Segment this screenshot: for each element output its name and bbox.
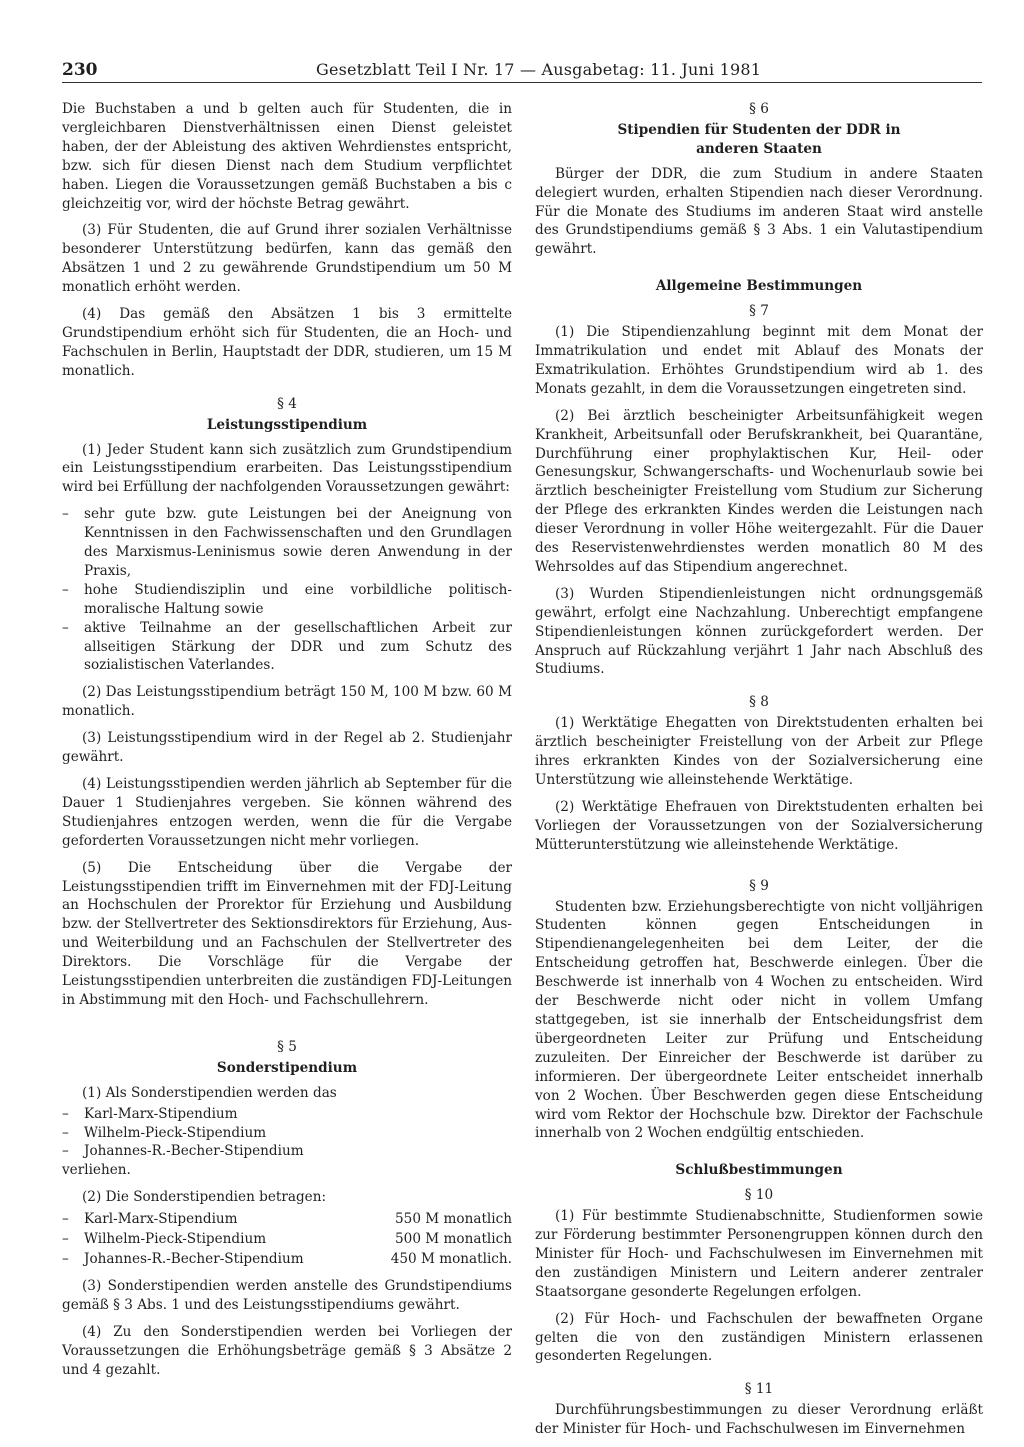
paragraph: (5) Die Entscheidung über die Vergabe der Leistungsstipendien trifft im Einvernehmen mit der FDJ-Leitung an Hochschulen der Prorektor für Erziehung und Ausbildung bzw. der Stellvertreter des Sektionsdirektors für Erziehung, Aus- und Weiterbildung und an Fachschulen der Stellvertreter des Direktors. Die Vorschläge für die Vergabe der Leistungsstipendien unterbreiten die zuständigen FDJ-Leitungen in Abstimmung mit den Hoch- und Fachschullehrern. [62,859,512,1008]
table-row [62,1209,512,1229]
requirements-list [62,505,512,675]
running-head: Gesetzblatt Teil I Nr. 17 — Ausgabetag: 11. Juni 1981 [316,60,762,79]
paragraph: Bürger der DDR, die zum Studium in andere Staaten delegiert wurden, erhalten Stipendien nach dieser Verordnung. Für die Monate des Studiums im anderen Staat wird anstelle des Grundstipendiums gemäß § 3 Abs. 1 ein Valutastipendium gewährt. [535,165,983,258]
section-number: § 10 [744,1187,774,1204]
amount-name: – Johannes-R.-Becher-Stipendium [62,1249,362,1269]
section-number: § 9 [749,877,769,894]
part-heading: Schlußbestimmungen [675,1162,843,1179]
right-column [535,100,983,1447]
amount-value: 500 M monatlich [395,1231,512,1248]
paragraph: (2) Werktätige Ehefrauen von Direktstudenten erhalten bei Vorliegen der Voraussetzungen von der Sozialversicherung Mütterunterstützung wie alleinstehende Werktätige. [535,798,983,853]
table-row [62,1249,512,1269]
list-item: – Karl-Marx-Stipendium [62,1105,512,1124]
paragraph: verliehen. [62,1162,131,1179]
paragraph: (3) Leistungsstipendium wird in der Regel ab 2. Studienjahr gewährt. [62,730,512,766]
section-number: § 4 [277,395,297,412]
amount-name: – Karl-Marx-Stipendium [62,1209,362,1229]
section-number: § 6 [749,101,769,117]
left-column [62,100,512,1388]
section-title: Leistungsstipendium [206,416,368,433]
amount-name: – Wilhelm-Pieck-Stipendium [62,1229,362,1249]
paragraph: (1) Als Sonderstipendien werden das [82,1084,337,1101]
paragraph: (2) Für Hoch- und Fachschulen der bewaffneten Organe gelten die von den zuständigen Ministern erlassenen gesonderten Regelungen. [535,1310,983,1365]
amount-value: 550 M monatlich [395,1211,512,1228]
page-number: 230 [62,60,98,80]
paragraph: Studenten bzw. Erziehungsberechtigte von nicht volljährigen Studenten können gegen Entscheidungen in Stipendienangelegenheiten bei dem Leiter, der die Entscheidung getroffen hat, Beschwerde einlegen. Über die Beschwerde ist innerhalb von 4 Wochen zu entscheiden. Wird der Beschwerde nicht oder nicht in vollem Umfang stattgegeben, ist sie innerhalb der Entscheidungsfrist dem übergeordneten Leiter zur Prüfung und Entscheidung zuzuleiten. Der Einreicher der Beschwerde ist darüber zu informieren. Der übergeordnete Leiter entscheidet innerhalb von 2 Wochen. Über Beschwerden gegen diese Entscheidung wird vom Rektor der Hochschule bzw. Direktor der Fachschule innerhalb von 2 Wochen endgültig entschieden. [535,898,983,1142]
paragraph: (1) Jeder Student kann sich zusätzlich zum Grundstipendium ein Leistungsstipendium erarbeiten. Das Leistungsstipendium wird bei Erfüllung der nachfolgenden Voraussetzungen gewährt: [62,441,512,496]
section-number: § 8 [749,694,769,711]
paragraph: (1) Für bestimmte Studienabschnitte, Studienformen sowie zur Förderung bestimmter Personengruppen können durch den Minister für Hoch- und Fachschulwesen im Einvernehmen mit den zuständigen Ministern und Leitern anderer zentraler Staatsorgane gesonderte Regelungen erfolgen. [535,1208,983,1300]
page-header [62,58,982,83]
paragraph: (4) Zu den Sonderstipendien werden bei Vorliegen der Voraussetzungen die Erhöhungsbeträge gemäß § 3 Absätze 2 und 4 gezahlt. [62,1323,512,1378]
list-item: – aktive Teilnahme an der gesellschaftlichen Arbeit zur allseitigen Stärkung der DDR und zum Schutz des sozialistischen Vaterlandes. [62,619,512,676]
paragraph: (3) Wurden Stipendienleistungen nicht ordnungsgemäß gewährt, erfolgt eine Nachzahlung. Unberechtigt empfangene Stipendienleistungen können zurückgefordert werden. Der Anspruch auf Rückzahlung verjährt 1 Jahr nach Abschluß des Studiums. [535,585,983,678]
paragraph: (2) Das Leistungsstipendium beträgt 150 M, 100 M bzw. 60 M monatlich. [62,684,512,720]
paragraph: (1) Werktätige Ehegatten von Direktstudenten erhalten bei ärztlich bescheinigter Freistellung von der Arbeit zur Pflege ihres erkrankten Kindes von der Sozialversicherung eine Unterstützung wie alleinstehende Werktätige. [535,715,983,788]
paragraph: (2) Bei ärztlich bescheinigter Arbeitsunfähigkeit wegen Krankheit, Arbeitsunfall oder Berufskrankheit, bei Quarantäne, Durchführung einer prophylaktischen Kur, Heil- oder Genesungskur, Schwangerschafts- und Wochenurlaub sowie bei ärztlich bescheinigter Freistellung vom Studium zur Sicherung der Pflege des erkrankten Kindes werden die Leistungen nach dieser Verordnung in voller Höhe weitergezahlt. Für die Dauer des Reservistenwehrdienstes werden monatlich 80 M des Wehrsoldes auf das Stipendium angerechnet. [535,407,983,575]
list-item: – sehr gute bzw. gute Leistungen bei der Aneignung von Kenntnissen in den Fachwissenschaften und den Grundlagen des Marxismus-Leninismus sowie deren Anwendung in der Praxis, [62,505,512,581]
paragraph: (4) Leistungsstipendien werden jährlich ab September für die Dauer 1 Studienjahres vergeben. Sie können während des Studienjahres entzogen werden, wenn die für die Vergabe geforderten Voraussetzungen nicht mehr vorliegen. [62,776,512,849]
part-heading: Allgemeine Bestimmungen [655,278,863,295]
paragraph: (4) Das gemäß den Absätzen 1 bis 3 ermittelte Grundstipendium erhöht sich für Studenten, die an Hoch- und Fachschulen in Berlin, Hauptstadt der DDR, studieren, um 15 M monatlich. [62,306,512,379]
table-row [62,1229,512,1249]
section-title: Sonderstipendium [216,1059,358,1076]
section-number: § 7 [749,303,769,320]
paragraph: Die Buchstaben a und b gelten auch für Studenten, die in vergleichbaren Dienstverhältnissen einen Dienst geleistet haben, der der Ableistung des aktiven Wehrdienstes entspricht, bzw. sich für diesen Dienst nach dem Studium verpflichtet haben. Liegen die Voraussetzungen gemäß Buchstaben a bis c gleichzeitig vor, wird der höchste Betrag gewährt. [62,101,512,212]
section-number: § 11 [744,1381,774,1398]
section-number: § 5 [277,1038,297,1055]
section-title: Stipendien für Studenten der DDR in anderen Staaten [617,121,901,157]
paragraph: (1) Die Stipendienzahlung beginnt mit dem Monat der Immatrikulation und endet mit Ablauf des Monats der Exmatrikulation. Erhöhtes Grundstipendium wird ab 1. des Monats gezahlt, in dem die Voraussetzungen eingetreten sind. [535,324,983,397]
list-item: – Johannes-R.-Becher-Stipendium [62,1142,512,1161]
paragraph: (3) Sonderstipendien werden anstelle des Grundstipendiums gemäß § 3 Abs. 1 und des Leistungsstipendiums gewährt. [62,1278,512,1314]
paragraph: Durchführungsbestimmungen zu dieser Verordnung erläßt der Minister für Hoch- und Fachschulwesen im Einvernehmen [535,1402,983,1438]
list-item: – Wilhelm-Pieck-Stipendium [62,1124,512,1143]
paragraph: (3) Für Studenten, die auf Grund ihrer sozialen Verhältnisse besonderer Unterstützung bedürfen, kann das gemäß den Absätzen 1 und 2 zu gewährende Grundstipendium um 50 M monatlich erhöht werden. [62,222,512,296]
amounts-table [62,1209,512,1269]
amount-value: 450 M monatlich. [390,1251,512,1268]
paragraph: (2) Die Sonderstipendien betragen: [82,1189,327,1206]
scholarship-list [62,1105,512,1162]
list-item: – hohe Studiendisziplin und eine vorbildliche politisch-moralische Haltung sowie [62,581,512,619]
